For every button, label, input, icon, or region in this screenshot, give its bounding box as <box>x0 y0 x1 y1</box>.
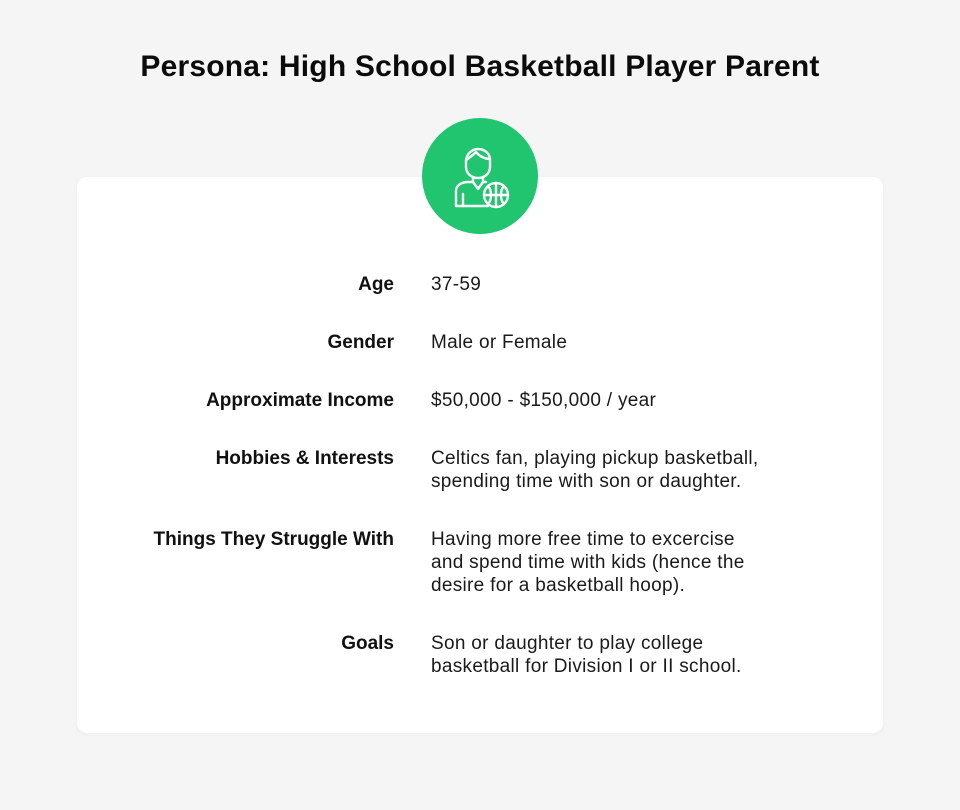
value-line: Male or Female <box>431 332 568 353</box>
row-label: Gender <box>327 332 394 353</box>
value-line: desire for a basketball hoop). <box>431 575 686 596</box>
avatar <box>422 118 538 234</box>
row-label: Age <box>358 274 394 295</box>
value-line: spending time with son or daughter. <box>431 471 742 492</box>
row-label: Approximate Income <box>206 390 394 411</box>
value-line: basketball for Division I or II school. <box>431 656 742 677</box>
value-line: and spend time with kids (hence the <box>431 552 745 573</box>
row-value <box>431 389 831 412</box>
value-line: Celtics fan, playing pickup basketball, <box>431 448 759 469</box>
value-line: 37-59 <box>431 274 482 295</box>
value-line: Son or daughter to play college <box>431 633 704 654</box>
row-label: Goals <box>341 633 394 654</box>
basketball-player-icon <box>444 140 516 212</box>
row-value <box>431 632 831 678</box>
row-value <box>431 447 831 493</box>
row-value <box>431 273 831 296</box>
row-label: Things They Struggle With <box>153 529 394 550</box>
page-title: Persona: High School Basketball Player Parent <box>140 50 820 83</box>
row-value <box>431 528 831 597</box>
row-label: Hobbies & Interests <box>215 448 394 469</box>
value-line: Having more free time to excercise <box>431 529 735 550</box>
value-line: $50,000 - $150,000 / year <box>431 390 657 411</box>
row-value <box>431 331 831 354</box>
